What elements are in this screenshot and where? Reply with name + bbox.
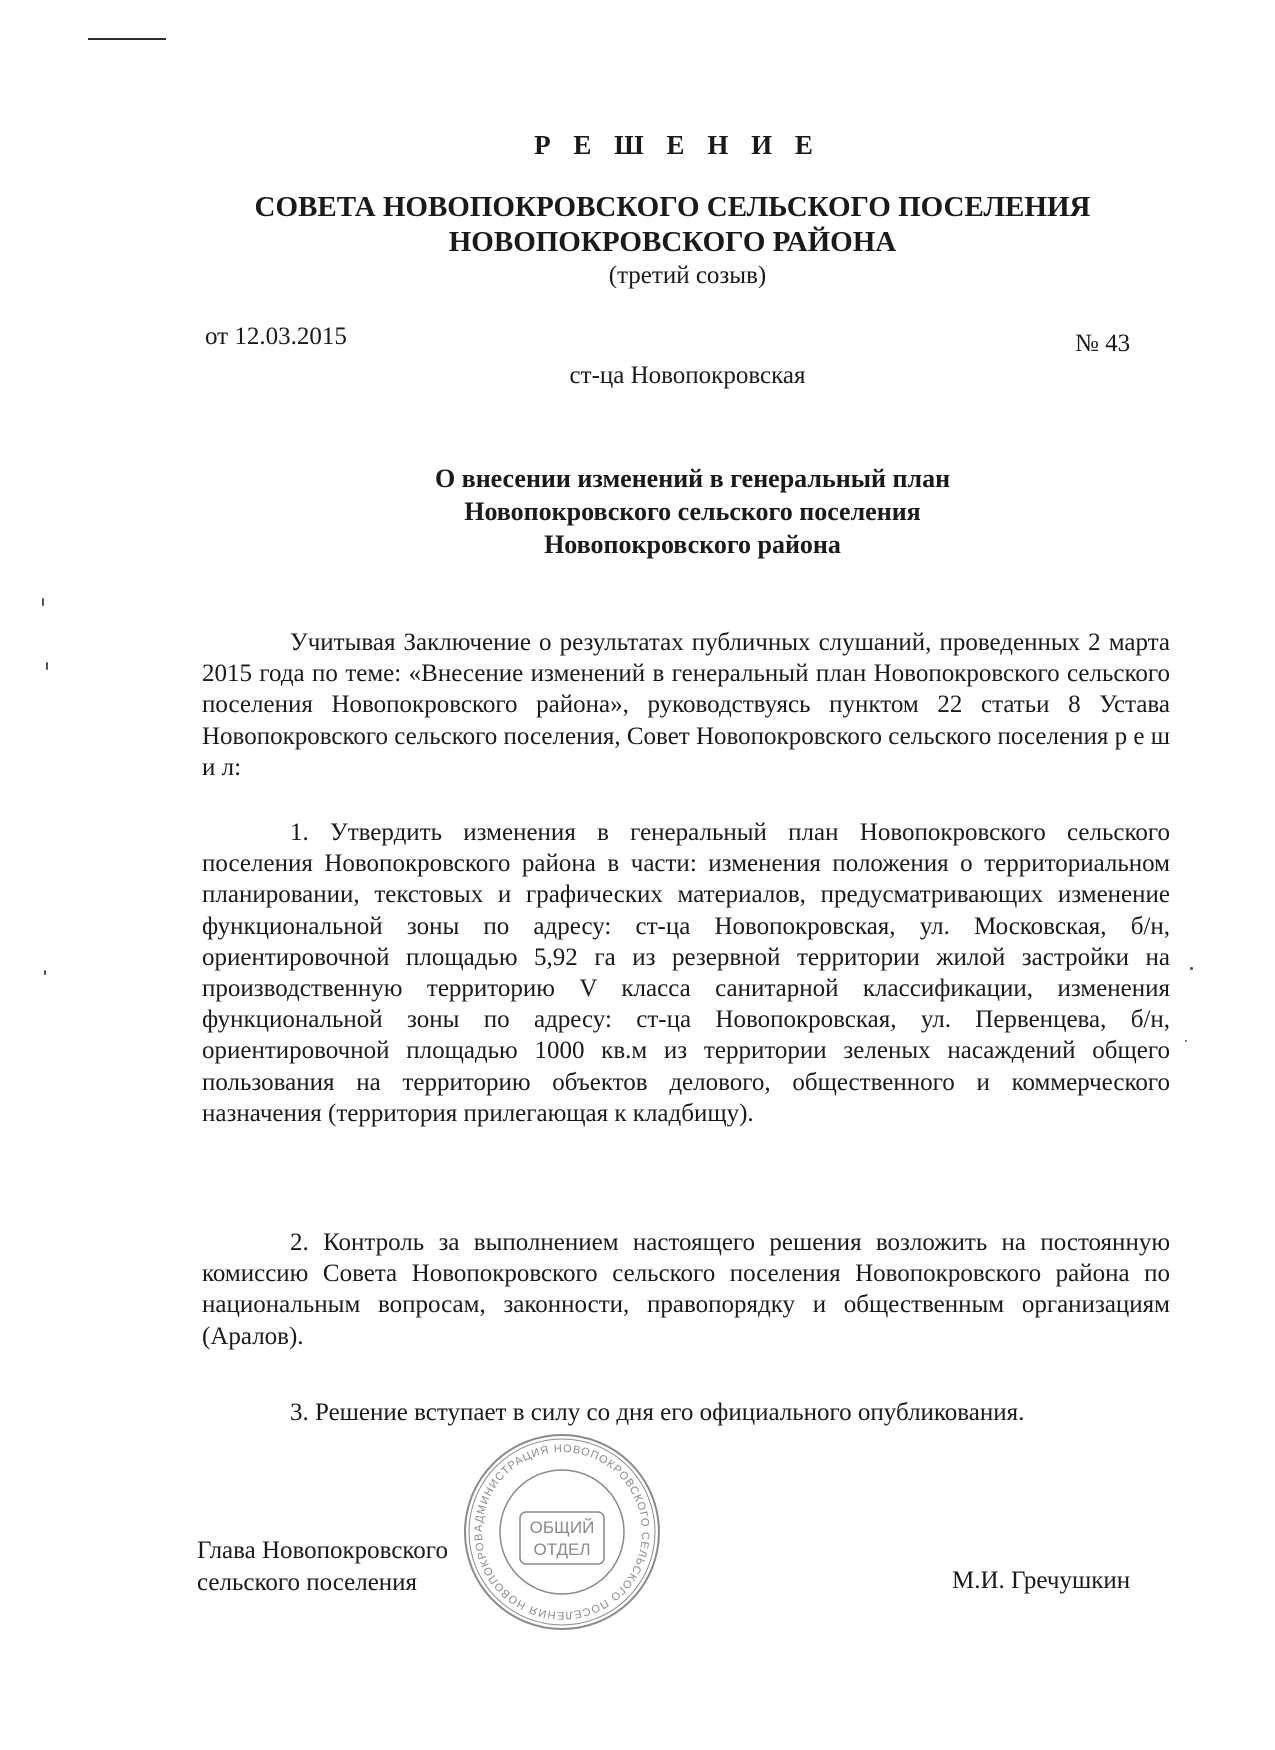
council-line-2: НОВОПОКРОВСКОГО РАЙОНА (448, 226, 897, 258)
scan-speck (46, 662, 48, 670)
subject-heading (55, 462, 1275, 561)
place-name: ст-ца Новопокровская (569, 362, 806, 389)
item-1-paragraph: 1. Утвердить изменения в генеральный план Новопокровского сельского поселения Новопокровского района в части: изменения положения о территориальном планировании, текстовых и графических материалов, предусматривающих изменение функциональной зоны по адресу: ст-ца Новопокровская, ул. Московская, б/н, ориентировочной площадью 5,92 га из резервной территории жилой застройки на производственную территорию V класса санитарной классификации, изменения функциональной зоны по адресу: ст-ца Новопокровская, ул. Первенцева, б/н, ориентировочной площадью 1000 кв.м из территории зеленых насаждений общего пользования на территорию объектов делового, общественного и коммерческого назначения (территория прилегающая к кладбищу). (202, 819, 1170, 1127)
signature-title-line-1: Глава Новопокровского (197, 1537, 448, 1564)
scan-corner-mark (88, 38, 166, 40)
scan-speck (42, 598, 44, 606)
decision-number: № 43 (1075, 330, 1131, 357)
stamp-center-line-2: ОТДЕЛ (533, 1540, 591, 1559)
scan-speck (1190, 967, 1193, 970)
subject-line-1: О внесении изменений в генеральный план (434, 464, 951, 493)
signature-title (197, 1535, 448, 1599)
item-3-paragraph: 3. Решение вступает в силу со дня его официального опубликования. (290, 1399, 1025, 1426)
stamp-center-line-1: ОБЩИЙ (529, 1518, 595, 1537)
convocation: (третий созыв) (608, 262, 767, 289)
official-stamp (462, 1432, 662, 1632)
item-2-paragraph: 2. Контроль за выполнением настоящего решения возложить на постоянную комиссию Совета Новопокровского сельского поселения Новопокровского района по национальным вопросам, законности, правопорядку и общественным организациям (Аралов). (202, 1229, 1170, 1350)
decision-date: от 12.03.2015 (205, 323, 347, 350)
subject-line-3: Новопокровского района (544, 530, 841, 559)
council-line-1: СОВЕТА НОВОПОКРОВСКОГО СЕЛЬСКОГО ПОСЕЛЕНИЯ (254, 191, 1091, 223)
scan-speck (44, 970, 46, 975)
council-heading (35, 190, 1275, 260)
signature-name: М.И. Гречушкин (952, 1567, 1131, 1594)
document-title: Р Е Ш Е Н И Е (534, 130, 821, 160)
intro-paragraph: Учитывая Заключение о результатах публичных слушаний, проведенных 2 марта 2015 года по теме: «Внесение изменений в генеральный план Новопокровского сельского поселения Новопокровского района», руководствуясь пунктом 22 статьи 8 Устава Новопокровского сельского поселения, Совет Новопокровского сельского поселения р е ш и л: (202, 629, 1170, 781)
signature-title-line-2: сельского поселения (197, 1569, 418, 1596)
subject-line-2: Новопокровского сельского поселения (464, 497, 921, 526)
stamp-ring-text: АДМИНИСТРАЦИЯ НОВОПОКРОВСКОГО СЕЛЬСКОГО ПОСЕЛЕНИЯ НОВОПОКРОВ (472, 1442, 652, 1622)
stamp-graphic (462, 1432, 662, 1632)
scan-speck (1185, 1040, 1187, 1042)
